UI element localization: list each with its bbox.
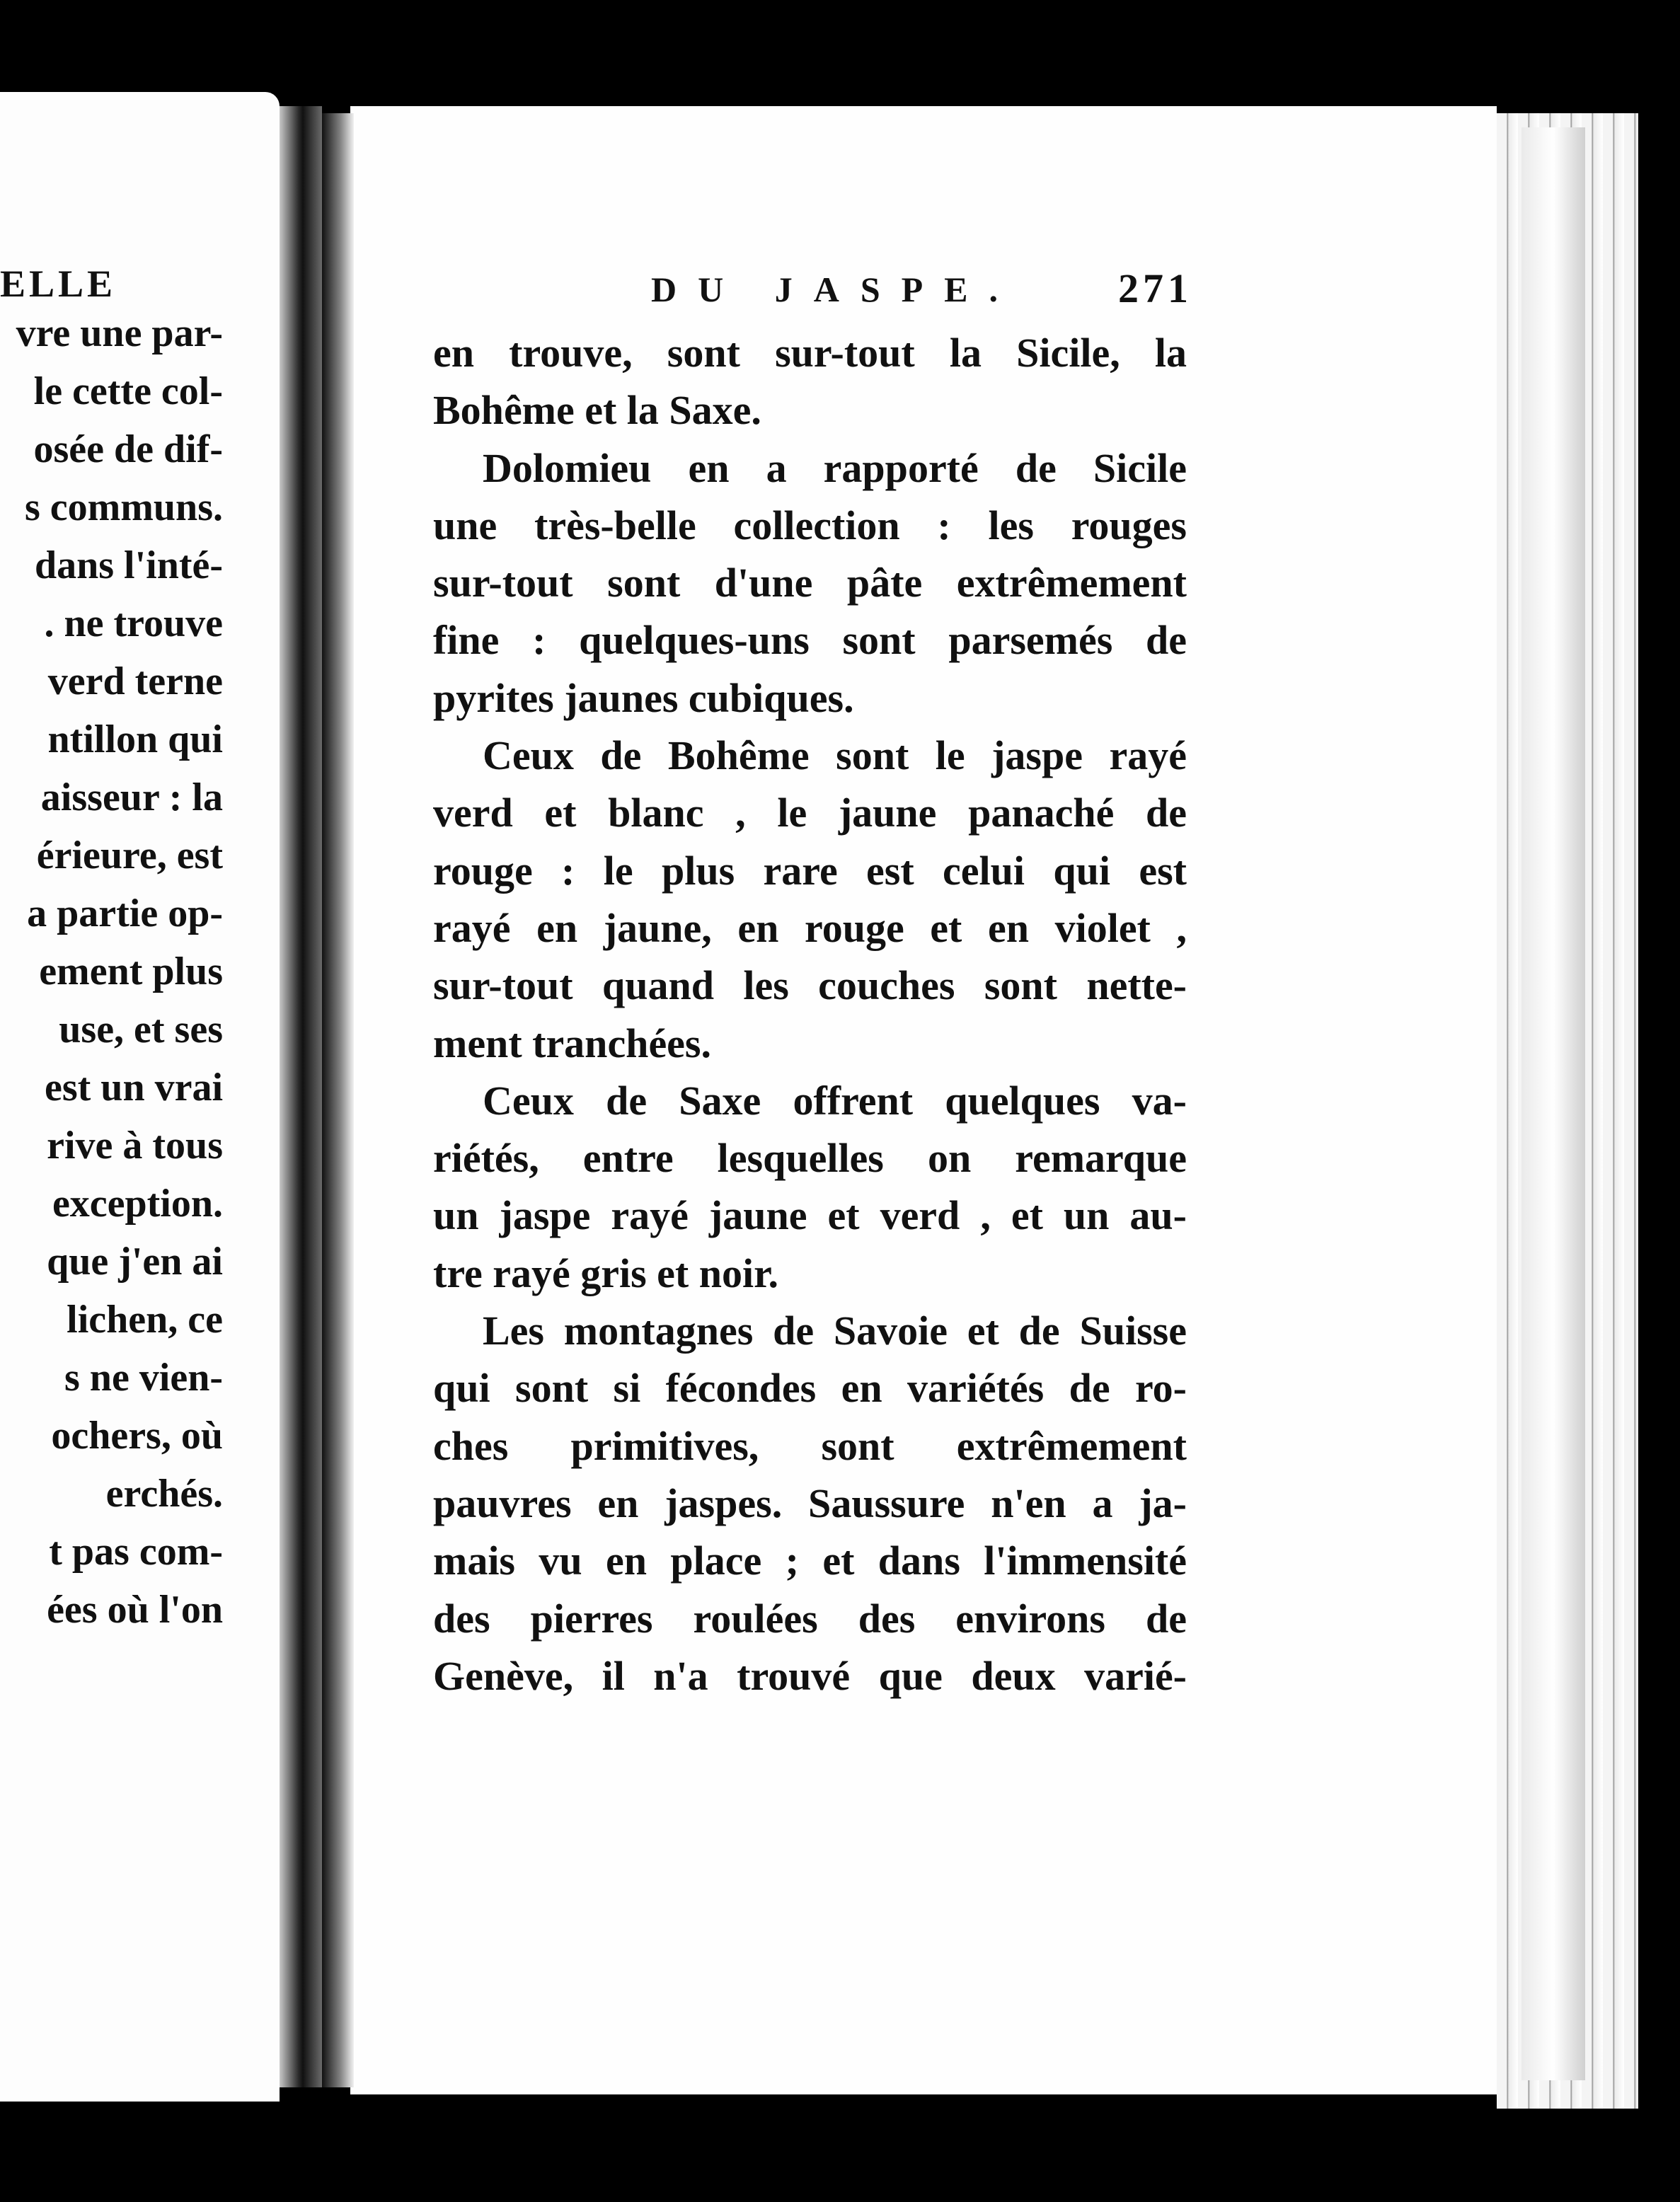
previous-page-line: ntillon qui — [47, 717, 223, 761]
text-line: qui sont si fécondes en variétés de ro- — [433, 1365, 1187, 1412]
book-gutter-shadow — [280, 106, 322, 2087]
page-edge-highlight — [1521, 127, 1585, 2080]
text-line: Ceux de Bohême sont le jaspe rayé — [483, 732, 1187, 779]
text-line: ment tranchées. — [433, 1020, 712, 1066]
text-line: ches primitives, sont extrêmement — [433, 1422, 1187, 1469]
previous-page-line: exception. — [52, 1182, 223, 1226]
previous-page-line: s communs. — [24, 485, 223, 529]
text-line: pauvres en jaspes. Saussure n'en a ja- — [433, 1480, 1187, 1526]
text-line: en trouve, sont sur-tout la Sicile, la — [433, 330, 1187, 376]
text-line: des pierres roulées des environs de — [433, 1595, 1187, 1642]
text-line: sur-tout sont d'une pâte extrêmement — [433, 560, 1187, 606]
text-line: mais vu en place ; et dans l'immensité — [433, 1538, 1187, 1584]
previous-page-line: s ne vien- — [64, 1356, 223, 1400]
previous-page — [0, 92, 280, 2102]
previous-page-line: a partie op- — [27, 892, 223, 935]
text-line: tre rayé gris et noir. — [433, 1250, 779, 1296]
previous-page-line: aisseur : la — [40, 776, 223, 819]
previous-page-line: osée de dif- — [33, 427, 223, 471]
previous-page-line: ées où l'on — [47, 1588, 223, 1632]
previous-page-running-head: ELLE — [0, 263, 117, 305]
text-line: Genève, il n'a trouvé que deux varié- — [433, 1652, 1187, 1699]
previous-page-line: erchés. — [105, 1472, 223, 1516]
previous-page-line: ement plus — [39, 950, 223, 993]
previous-page-line: ochers, où — [51, 1414, 223, 1458]
previous-page-line: est un vrai — [45, 1066, 223, 1109]
page-gutter-shading — [322, 113, 354, 2087]
text-line: rouge : le plus rare est celui qui est — [433, 847, 1187, 894]
text-line: une très-belle collection : les rouges — [433, 502, 1187, 548]
previous-page-line: . ne trouve — [44, 601, 223, 645]
text-line: Les montagnes de Savoie et de Suisse — [483, 1308, 1187, 1354]
previous-page-line: érieure, est — [36, 834, 223, 877]
previous-page-line: vre une par- — [16, 311, 223, 355]
text-line: Bohême et la Saxe. — [433, 387, 761, 434]
previous-page-line: verd terne — [47, 659, 223, 703]
text-line: verd et blanc , le jaune panaché de — [433, 790, 1187, 836]
previous-page-line: lichen, ce — [67, 1298, 223, 1342]
previous-page-line: que j'en ai — [47, 1240, 223, 1284]
previous-page-line: le cette col- — [33, 369, 223, 413]
previous-page-line: rive à tous — [47, 1124, 223, 1168]
previous-page-line: use, et ses — [59, 1008, 223, 1051]
text-line: rayé en jaune, en rouge et en violet , — [433, 904, 1187, 951]
text-line: sur-tout quand les couches sont nette- — [433, 962, 1187, 1009]
previous-page-line: dans l'inté- — [34, 543, 223, 587]
page-number: 271 — [1118, 265, 1192, 311]
text-line: un jaspe rayé jaune et verd , et un au- — [433, 1192, 1187, 1239]
text-line: riétés, entre lesquelles on remarque — [433, 1135, 1187, 1182]
text-line: Dolomieu en a rapporté de Sicile — [483, 444, 1187, 491]
previous-page-line: t pas com- — [49, 1530, 223, 1574]
previous-page-text — [16, 304, 223, 1639]
page-body-text — [433, 324, 1187, 1705]
text-line: pyrites jaunes cubiques. — [433, 674, 854, 721]
text-line: fine : quelques-uns sont parsemés de — [433, 617, 1187, 664]
text-line: Ceux de Saxe offrent quelques va- — [483, 1077, 1187, 1124]
running-head: DU JASPE. — [651, 270, 1020, 309]
